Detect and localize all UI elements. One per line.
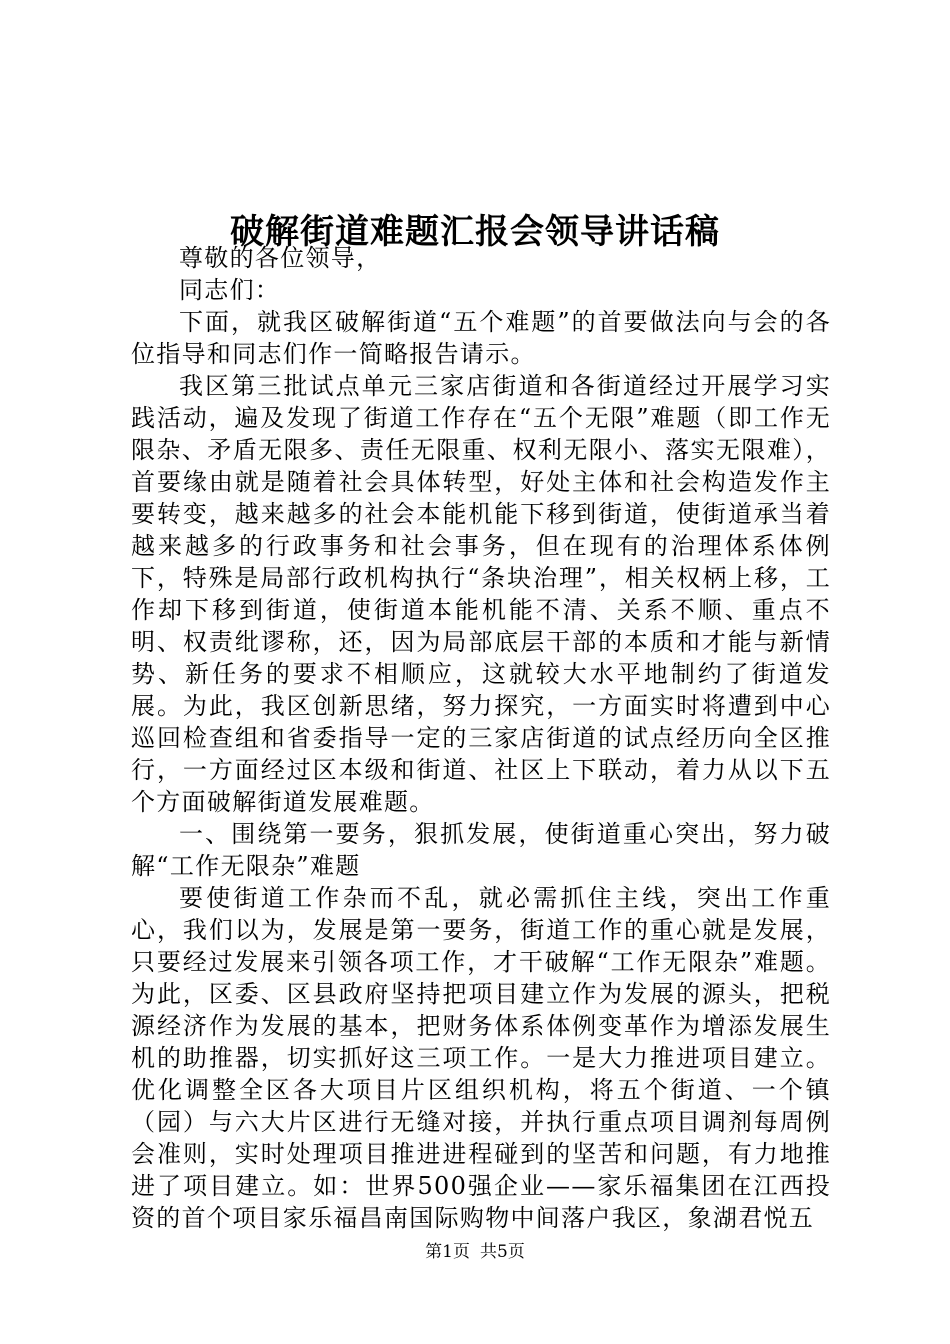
page-total: 共5页 [480,1242,525,1262]
section-one-paragraph: 要使街道工作杂而不乱，就必需抓住主线，突出工作重心，我们以为，发展是第一要务，街道工作的重心就是发展，只要经过发展来引领各项工作，才干破解“工作无限杂”难题。为此，区委、区县政府坚持把项目建立作为发展的源头，把税源经济作为发展的基本，把财务体系体例变革作为增添发展生机的助推器，切实抓好这三项工作。一是大力推进项目建立。优化调整全区各大项目片区组织机构，将五个街道、一个镇（园）与六大片区进行无缝对接，并执行重点项目调剂每周例会准则，实时处理项目推进进程碰到的坚苦和问题，有力地推进了项目建立。如：世界500强企业——家乐福集团在江西投资的首个项目家乐福昌南国际购物中间落户我区，象湖君悦五 [131,884,831,1232]
page-footer [0,1240,950,1264]
page-number: 第1页 [425,1242,470,1262]
document-body [131,242,831,1234]
background-paragraph: 我区第三批试点单元三家店街道和各街道经过开展学习实践活动，遍及发现了街道工作存在“五个无限”难题（即工作无限杂、矛盾无限多、责任无限重、权利无限小、落实无限难），首要缘由就是随着社会具体转型，好处主体和社会构造发作主要转变，越来越多的社会本能机能下移到街道，使街道承当着越来越多的行政事务和社会事务，但在现有的治理体系体例下，特殊是局部行政机构执行“条块治理”，相关权柄上移，工作却下移到街道，使街道本能机能不清、关系不顺、重点不明、权责纰谬称，还，因为局部底层干部的本质和才能与新情势、新任务的要求不相顺应，这就较大水平地制约了街道发展。为此，我区创新思绪，努力探究，一方面实时将遭到中心巡回检查组和省委指导一定的三家店街道的试点经历向全区推行，一方面经过区本级和街道、社区上下联动，着力从以下五个方面破解街道发展难题。 [131,372,831,816]
salutation-comrades: 同志们： [179,276,281,304]
salutation-leaders: 尊敬的各位领导， [179,244,382,272]
document-title: 破解街道难题汇报会领导讲话稿 [230,211,720,252]
intro-paragraph: 下面，就我区破解街道“五个难题”的首要做法向与会的各位指导和同志们作一简略报告请示。 [131,308,831,368]
section-one-heading: 一、围绕第一要务，狠抓发展，使街道重心突出，努力破解“工作无限杂”难题 [131,820,831,880]
